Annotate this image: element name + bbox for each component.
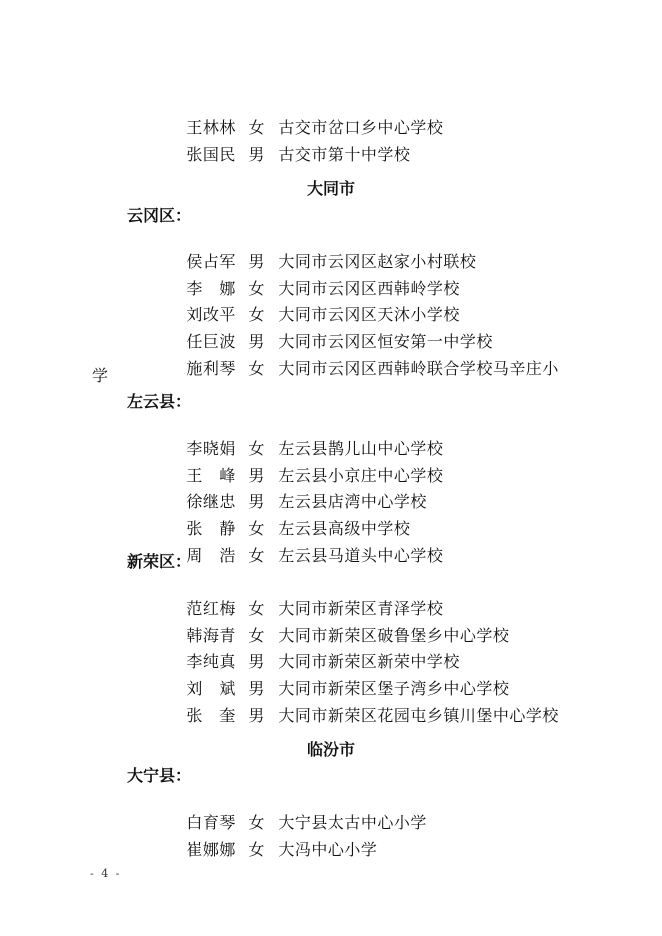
teacher-gender: 女 (248, 813, 265, 832)
teacher-name: 刘改平 (186, 305, 236, 324)
teacher-gender: 女 (248, 279, 265, 298)
teacher-gender: 女 (248, 305, 265, 324)
teacher-name: 张 静 (186, 519, 236, 538)
teacher-school: 大同市新荣区新荣中学校 (278, 652, 460, 671)
teacher-school: 左云县鹊儿山中心学校 (278, 439, 444, 458)
teacher-gender: 男 (248, 706, 265, 725)
teacher-gender: 男 (248, 679, 265, 698)
teacher-gender: 女 (248, 439, 265, 458)
teacher-name: 李晓娟 (186, 439, 236, 458)
teacher-school: 左云县店湾中心学校 (278, 492, 427, 511)
teacher-gender: 女 (248, 626, 265, 645)
teacher-name: 李纯真 (186, 652, 236, 671)
teacher-gender: 女 (248, 519, 265, 538)
teacher-school: 大同市云冈区西韩岭联合学校马辛庄小 (278, 359, 559, 378)
teacher-school: 大宁县太古中心小学 (278, 813, 427, 832)
list-item (164, 686, 559, 746)
teacher-school: 大同市新荣区花园屯乡镇川堡中心学校 (278, 706, 559, 725)
teacher-name: 刘 斌 (186, 679, 236, 698)
teacher-school: 古交市第十中学校 (278, 145, 411, 164)
teacher-school-wrap: 学 (92, 366, 109, 385)
teacher-school: 左云县小京庄中心学校 (278, 466, 444, 485)
list-item (164, 820, 377, 880)
teacher-school: 左云县高级中学校 (278, 519, 411, 538)
teacher-name: 范红梅 (186, 599, 236, 618)
teacher-school: 大同市新荣区堡子湾乡中心学校 (278, 679, 510, 698)
teacher-gender: 男 (248, 466, 265, 485)
teacher-name: 韩海青 (186, 626, 236, 645)
city-heading: 临汾市 (306, 740, 355, 759)
teacher-name: 任巨波 (186, 332, 236, 351)
district-heading: 左云县： (127, 392, 192, 411)
teacher-school: 大同市云冈区天沐小学校 (278, 305, 460, 324)
teacher-name: 王 峰 (186, 466, 236, 485)
teacher-gender: 男 (248, 652, 265, 671)
teacher-name: 徐继忠 (186, 492, 236, 511)
teacher-school: 大同市云冈区西韩岭学校 (278, 279, 460, 298)
teacher-gender: 男 (248, 145, 265, 164)
teacher-gender: 女 (248, 546, 265, 565)
teacher-name: 白育琴 (186, 813, 236, 832)
teacher-school: 大冯中心小学 (278, 840, 378, 859)
district-heading: 云冈区： (127, 206, 192, 225)
teacher-name: 张国民 (186, 145, 236, 164)
teacher-gender: 女 (248, 840, 265, 859)
teacher-gender: 女 (248, 599, 265, 618)
teacher-gender: 男 (248, 252, 265, 271)
teacher-school: 大同市新荣区破鲁堡乡中心学校 (278, 626, 510, 645)
list-item (164, 339, 559, 399)
district-heading: 新荣区： (127, 552, 192, 571)
teacher-name: 侯占军 (186, 252, 236, 271)
teacher-gender: 男 (248, 492, 265, 511)
district-heading: 大宁县： (127, 766, 192, 785)
teacher-name: 崔娜娜 (186, 840, 236, 859)
teacher-name: 王林林 (186, 118, 236, 137)
list-item (164, 526, 443, 586)
teacher-gender: 女 (248, 118, 265, 137)
teacher-name: 周 浩 (186, 546, 236, 565)
teacher-school: 左云县马道头中心学校 (278, 546, 444, 565)
teacher-gender: 女 (248, 359, 265, 378)
teacher-school: 大同市云冈区赵家小村联校 (278, 252, 477, 271)
teacher-name: 张 奎 (186, 706, 236, 725)
teacher-school: 大同市新荣区青泽学校 (278, 599, 444, 618)
city-heading: 大同市 (306, 179, 355, 198)
teacher-name: 施利琴 (186, 359, 236, 378)
teacher-name: 李 娜 (186, 279, 236, 298)
list-item (164, 125, 410, 185)
teacher-school: 大同市云冈区恒安第一中学校 (278, 332, 493, 351)
teacher-school: 古交市岔口乡中心学校 (278, 118, 444, 137)
page-number: - 4 - (90, 867, 122, 880)
teacher-gender: 男 (248, 332, 265, 351)
